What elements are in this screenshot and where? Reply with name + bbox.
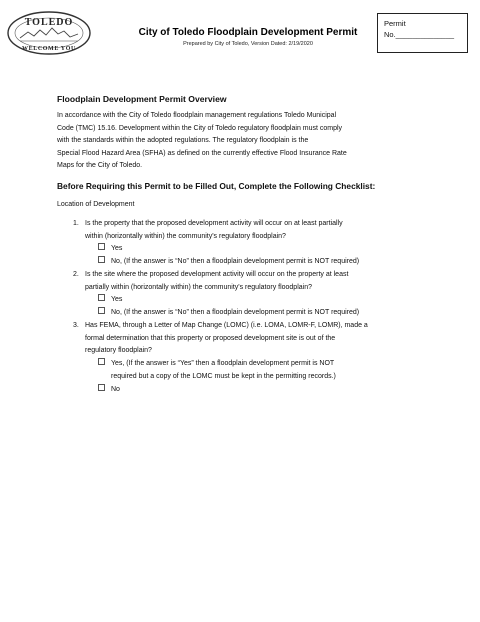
- checklist-heading: Before Requiring this Permit to be Filled Out, Complete the Following Checklist:: [57, 181, 376, 191]
- question-line: Is the site where the proposed development activity will occur on the property at least: [85, 271, 349, 278]
- question-line: within (horizontally within) the community's regulatory floodplain?: [85, 232, 286, 240]
- checkbox-icon[interactable]: [98, 307, 105, 314]
- question-line: partially within (horizontally within) the community's regulatory floodplain?: [85, 283, 312, 291]
- question-line: Is the property that the proposed development activity will occur on at least partially: [85, 220, 343, 227]
- checkbox-icon[interactable]: [98, 294, 105, 301]
- city-of-toledo-logo: [6, 10, 92, 56]
- checkbox-icon[interactable]: [98, 243, 105, 250]
- option-line: required but a copy of the LOMC must be kept in the permitting records.): [111, 372, 336, 380]
- question-line: Has FEMA, through a Letter of Map Change (LOMC) (i.e. LOMA, LOMR-F, LOMR), made a: [85, 322, 368, 329]
- permit-label: Permit: [384, 19, 406, 28]
- overview-line: In accordance with the City of Toledo floodplain management regulations Toledo Municipal: [57, 112, 337, 119]
- permit-number-box[interactable]: [377, 13, 468, 53]
- overview-line: Maps for the City of Toledo.: [57, 162, 143, 170]
- page-subtitle: Prepared by City of Toledo, Version Dated: 2/19/2020: [183, 41, 313, 47]
- question-number: 2.: [73, 271, 79, 278]
- q3-option-yes[interactable]: [98, 358, 441, 383]
- option-label: [111, 358, 441, 383]
- option-label: Yes: [111, 245, 123, 252]
- option-label: Yes: [111, 296, 123, 303]
- checkbox-icon[interactable]: [98, 384, 105, 391]
- permit-number-field[interactable]: No.______________: [384, 30, 455, 39]
- q2-option-yes[interactable]: [98, 294, 122, 307]
- q2-option-no[interactable]: [98, 307, 359, 320]
- option-label: No, (If the answer is “No” then a floodplain development permit is NOT required): [111, 309, 360, 316]
- logo-text-top: TOLEDO: [24, 17, 74, 28]
- overview-heading: Floodplain Development Permit Overview: [57, 94, 227, 104]
- question-line: regulatory floodplain?: [85, 347, 152, 355]
- checkbox-icon[interactable]: [98, 358, 105, 365]
- logo-text-bottom: WELCOME YOU: [22, 46, 76, 52]
- q1-option-yes[interactable]: [98, 243, 122, 256]
- question-1: [73, 218, 435, 243]
- overview-paragraph: [57, 110, 429, 173]
- q3-option-no[interactable]: [98, 384, 120, 397]
- question-line: formal determination that this property or proposed development site is out of the: [85, 334, 336, 342]
- overview-line: with the standards within the adopted regulations. The regulatory floodplain is the: [57, 137, 309, 145]
- q1-option-no[interactable]: [98, 256, 359, 269]
- page-title: City of Toledo Floodplain Development Permit: [138, 27, 358, 38]
- question-number: 3.: [73, 322, 79, 329]
- question-number: 1.: [73, 220, 79, 227]
- overview-line: Special Flood Hazard Area (SFHA) as defined on the currently effective Flood Insurance Rate: [57, 149, 347, 157]
- location-subheading: Location of Development: [57, 201, 135, 208]
- option-label: No: [111, 386, 120, 393]
- question-2: [73, 269, 435, 294]
- question-3: [73, 320, 435, 358]
- checkbox-icon[interactable]: [98, 256, 105, 263]
- option-label: No, (If the answer is “No” then a floodplain development permit is NOT required): [111, 258, 360, 265]
- overview-line: Code (TMC) 15.16. Development within the City of Toledo regulatory floodplain must comply: [57, 124, 343, 132]
- option-line: Yes, (If the answer is “Yes” then a floodplain development permit is NOT: [111, 360, 335, 367]
